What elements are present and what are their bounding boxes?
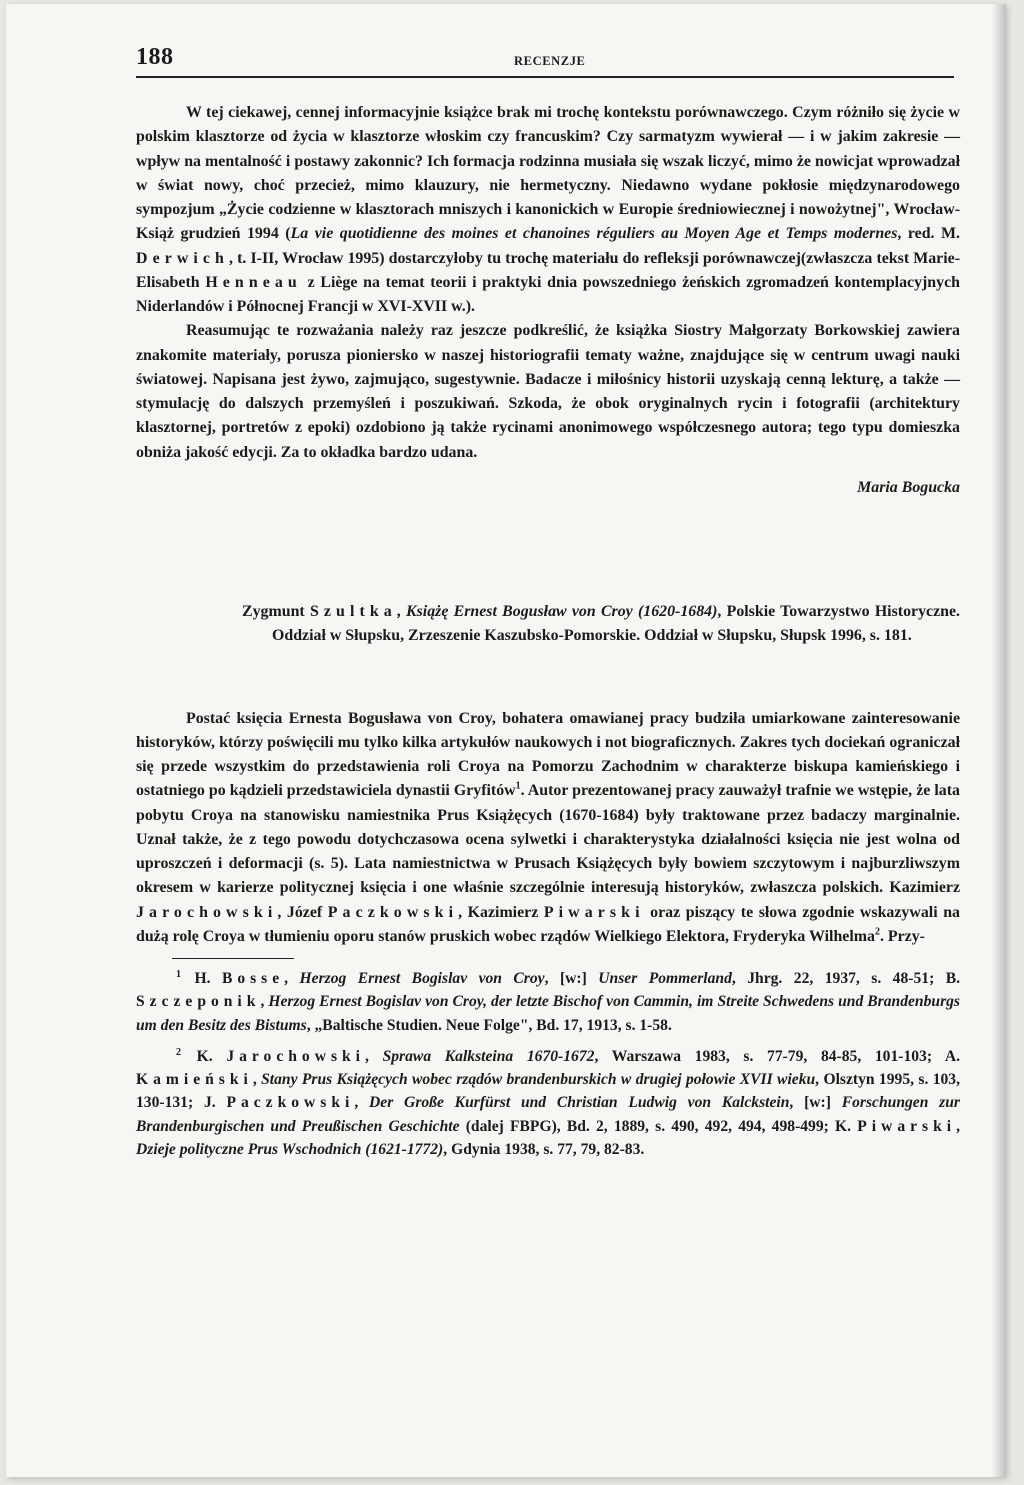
- text-run: . Autor prezentowanej pracy zauważył trafnie we wstępie, że lata pobytu Croya na stanowisku namiestnika Prus Książęcych (1670-1684) były traktowane przez badaczy marginalnie. Uznał także, że z tego powodu dotychczasowa ocena sylwetki i charakterystyka działalności księcia nie jest wolna od uproszczeń i deformacji (s. 5). Lata namiestnictwa w Prusach Książęcych były bowiem szczytowym i najburzliwszym okresem w karierze politycznej księcia i one właśnie szczególnie interesują historyków, zwłaszcza polskich. Kazimierz: [136, 782, 960, 897]
- author-name: Jarochowski: [226, 1047, 366, 1065]
- text-run: , Jhrg. 22, 1937, s. 48-51; B.: [731, 970, 961, 987]
- reviewer-signature: Maria Bogucka: [857, 478, 960, 496]
- page-header: [136, 44, 954, 78]
- text-run: Postać księcia Ernesta Bogusława von Croy, bohatera omawianej pracy budziła umiarkowane zainteresowanie historyków, którzy poświęcili mu tylko kilka artykułów naukowych i not biograficznych. Zakres tych dociekań ograniczał się przede wszystkim do przedstawienia roli Croya na Pomorzu Zachodnim w charakterze biskupa kamieńskiego i ostatniego po kądzieli przedstawiciela dynastii Gryfitów: [136, 709, 960, 800]
- author-name: Kamieński: [136, 1071, 253, 1089]
- author-name: Bosse: [221, 970, 285, 987]
- work-title: Stany Prus Książęcych wobec rządów brandenburskich w drugiej połowie XVII wieku: [261, 1071, 816, 1089]
- text-run: , [w:]: [544, 970, 599, 987]
- work-title: Herzog Ernest Bogislav von Croy, der letzte Bischof von Cammin, im Streite Schwedens und Brandenburgs um den Besitz des Bistums: [136, 993, 960, 1034]
- book-title: Książę Ernest Bogusław von Croy (1620-1684): [406, 603, 718, 620]
- footnote-2: [136, 1045, 960, 1161]
- author-name: Henneau: [205, 273, 302, 291]
- text-run: ,: [284, 970, 300, 987]
- text-run: . Przy-: [879, 927, 925, 945]
- text-run: , red. M.: [897, 225, 960, 243]
- footnote-1: [136, 967, 960, 1037]
- text-run: ,: [956, 1117, 960, 1135]
- page-content: [136, 101, 960, 1161]
- author-name: Piwarski: [857, 1117, 957, 1135]
- review2-heading: Zygmunt Szultka, Książę Ernest Bogusław von Croy (1620-1684), Polskie Towarzystwo Historyczne. Oddział w Słupsku, Zrzeszenie Kaszubsko-Pomorskie. Oddział w Słupsku, Słupsk 1996, s. 181.: [242, 603, 960, 645]
- text-run: , Gdynia 1938, s. 77, 79, 82-83.: [443, 1141, 645, 1159]
- work-title: Dzieje polityczne Prus Wschodnich (1621-1772): [136, 1141, 444, 1159]
- author-first-name: Zygmunt: [242, 603, 305, 620]
- author-name: Szczeponik: [136, 993, 261, 1011]
- running-head: RECENZJE: [514, 54, 586, 68]
- publication-details: , Polskie Towarzystwo Historyczne. Oddział w Słupsku, Zrzeszenie Kaszubsko-Pomorskie. Oddział w Słupsku, Słupsk 1996, s. 181.: [272, 603, 960, 645]
- text-run: , „Baltische Studien. Neue Folge", Bd. 17, 1913, s. 1-58.: [306, 1016, 672, 1034]
- text-run: ,: [354, 1094, 370, 1112]
- author-name: Piwarski: [543, 903, 645, 921]
- author-name: Paczkowski: [226, 1094, 355, 1112]
- author-name: Jarochowski: [136, 903, 278, 921]
- text-run: , Józef: [277, 903, 328, 921]
- text-run: W tej ciekawej, cennej informacyjnie książce brak mi trochę kontekstu porównawczego. Czym różniło się życie w polskim klasztorze od życia w klasztorze włoskim czy francuskim? Czy sarmatyzm wywierał — i w jakim zakresie — wpływ na mentalność i postawy zakonnic? Ich formacja rodzinna musiała się wszak liczyć, mimo że nowicjat wprowadzał w świat nowy, choć przecież, mimo klauzury, nie hermetyczny. Niedawno wydane pokłosie międzynarodowego sympozjum „Życie codzienne w klasztorach mniszych i kanonickich w Europie średniowiecznej i nowożytnej", Wrocław-Książ grudzień 1994 (: [136, 104, 960, 243]
- author-name: Derwich: [136, 249, 229, 267]
- text-run: , Warszawa 1983, s. 77-79, 84-85, 101-103; A.: [594, 1047, 961, 1065]
- text-run: ,: [252, 1071, 262, 1089]
- footnote-marker: 1: [176, 968, 181, 980]
- footnotes: [136, 967, 960, 1161]
- work-title: Der Große Kurfürst und Christian Ludwig von Kalckstein: [369, 1094, 790, 1112]
- review1-paragraph-2: Reasumując te rozważania należy raz jeszcze podkreślić, że książka Siostry Małgorzaty Borkowskiej zawiera znakomite materiały, porusza pioniersko w naszej historiografii tematy ważne, znajdujące się w centrum uwagi nauki światowej. Napisana jest żywo, zajmująco, sugestywnie. Badacze i miłośnicy historii uzyskają cenną lekturę, a także — stymulację do dalszych przemyśleń i poszukiwań. Szkoda, że obok oryginalnych rycin i fotografii (architektury klasztornej, portretów z epoki) ozdobiono ją także rycinami anonimowego współczesnego autora; tego typu domieszka obniża jakość edycji. Za to okładka bardzo udana.: [136, 322, 960, 461]
- footnote-reference[interactable]: 1: [515, 780, 521, 792]
- page-edge-shadow: [992, 4, 1006, 1477]
- author-name: Paczkowski: [327, 903, 459, 921]
- text-run: , Kazimierz: [458, 903, 544, 921]
- work-title: Forschungen zur Brandenburgischen und Preußischen Geschichte: [136, 1094, 960, 1135]
- work-title: Sprawa Kalksteina 1670-1672: [382, 1047, 595, 1065]
- footnote-reference[interactable]: 2: [874, 926, 880, 938]
- review2-paragraph-1: [136, 707, 960, 950]
- work-title: Unser Pommerland: [598, 970, 732, 987]
- text-run: ,: [260, 993, 269, 1011]
- page-number: 188: [136, 44, 174, 70]
- footnote-divider: [172, 958, 294, 959]
- text-run: H.: [183, 970, 222, 987]
- text-run: K.: [183, 1047, 227, 1065]
- footnote-marker: 2: [176, 1046, 181, 1058]
- text-run: ,: [365, 1047, 383, 1065]
- author-surname: Szultka: [309, 603, 397, 620]
- text-run: , [w:]: [789, 1094, 842, 1112]
- work-title: Herzog Ernest Bogislav von Croy: [299, 970, 545, 987]
- text-run: , Olsztyn 1995, s. 103, 130-131; J.: [136, 1071, 961, 1112]
- review1-paragraph-1: [136, 101, 960, 319]
- book-title: La vie quotidienne des moines et chanoines réguliers au Moyen Age et Temps modernes: [290, 225, 898, 243]
- text-run: (dalej FBPG), Bd. 2, 1889, s. 490, 492, 494, 498-499; K.: [459, 1117, 858, 1135]
- text-run: , t. I-II, Wrocław 1995) dostarczyłoby tu trochę materiału do refleksji porównawczej(zwłaszcza tekst Marie-Elisabeth: [136, 249, 960, 291]
- text-run: oraz piszący te słowa zgodnie wskazywali na dużą rolę Croya w tłumieniu oporu stanów pruskich wobec rządów Wielkiego Elektora, Fryderyka Wilhelma: [136, 903, 960, 945]
- document-page: [6, 4, 1006, 1477]
- text-run: z Liège na temat teorii i praktyki dnia powszedniego żeńskich zgromadzeń kontemplacyjnych Niderlandów i Północnej Francji w XVI-XVII w.).: [136, 273, 960, 315]
